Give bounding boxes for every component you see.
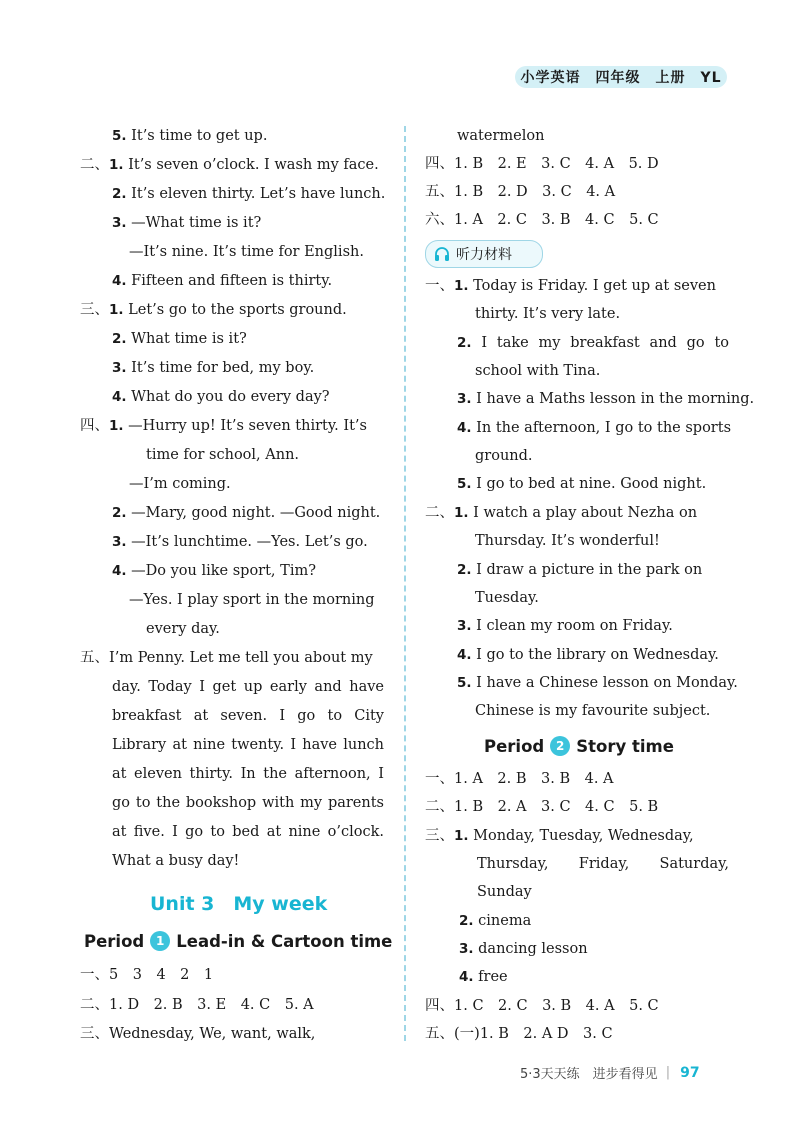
answer-line: time for school, Ann. (146, 447, 300, 463)
answer-line: 3. I clean my room on Friday. (457, 618, 673, 634)
answer-line: 4. In the afternoon, I go to the sports (457, 420, 732, 436)
period-heading (84, 931, 392, 951)
answer-line: 二、1. It’s seven o’clock. I wash my face. (80, 157, 379, 173)
answer-line: 3. I have a Maths lesson in the morning. (457, 391, 755, 407)
answer-line: at five. I go to bed at nine o’clock. (112, 824, 384, 840)
answer-line: go to the bookshop with my parents (112, 795, 384, 811)
answer-line: Library at nine twenty. I have lunch (112, 737, 384, 753)
period-heading (484, 736, 674, 756)
footer-brand: 5·3天天练 进步看得见 (520, 1067, 658, 1082)
answer-line: thirty. It’s very late. (475, 306, 621, 322)
answer-line: What a busy day! (112, 853, 240, 869)
answer-line: every day. (146, 621, 220, 637)
period-label: Period (484, 736, 545, 756)
answer-line: 六、1. A 2. C 3. B 4. C 5. C (425, 212, 659, 228)
answer-line: 二、1. B 2. A 3. C 4. C 5. B (425, 799, 659, 815)
answer-line: 2. —Mary, good night. —Good night. (112, 505, 381, 521)
answer-line: 3. dancing lesson (459, 941, 588, 957)
answer-line: 二、1. D 2. B 3. E 4. C 5. A (80, 997, 314, 1013)
listening-label: 听力材料 (456, 247, 512, 263)
answer-line: day. Today I get up early and have (112, 679, 384, 695)
answer-line: 五、(一)1. B 2. A D 3. C (425, 1026, 613, 1042)
answer-line: 一、5 3 4 2 1 (80, 967, 214, 983)
answer-line: 5. I have a Chinese lesson on Monday. (457, 675, 738, 691)
answer-line: 3. —What time is it? (112, 215, 262, 231)
answer-line: ground. (475, 448, 533, 464)
answer-line: 三、1. Let’s go to the sports ground. (80, 302, 347, 318)
period-title: Lead-in & Cartoon time (176, 931, 393, 951)
period-number-badge: 1 (150, 931, 170, 951)
answer-line: 5. I go to bed at nine. Good night. (457, 476, 707, 492)
answer-line: 2. What time is it? (112, 331, 247, 347)
answer-line: Thursday. It’s wonderful! (475, 533, 660, 549)
answer-line: 5. It’s time to get up. (112, 128, 268, 144)
footer-separator: | (665, 1065, 671, 1080)
answer-line: 五、1. B 2. D 3. C 4. A (425, 184, 616, 200)
answer-line: 2. cinema (459, 913, 532, 929)
answer-line: 2. It’s eleven thirty. Let’s have lunch. (112, 186, 386, 202)
answer-line: 4. free (459, 969, 508, 985)
answer-line: school with Tina. (475, 363, 601, 379)
answer-line: 4. —Do you like sport, Tim? (112, 563, 316, 579)
answer-line: 2. I draw a picture in the park on (457, 562, 703, 578)
answer-line: 三、Wednesday, We, want, walk, (80, 1026, 316, 1042)
answer-line: at eleven thirty. In the afternoon, I (112, 766, 384, 782)
answer-line: 2. I take my breakfast and go to (457, 335, 729, 351)
answer-line: 3. It’s time for bed, my boy. (112, 360, 315, 376)
answer-line: 四、1. B 2. E 3. C 4. A 5. D (425, 156, 659, 172)
answer-line: —Yes. I play sport in the morning (129, 592, 375, 608)
answer-line: Sunday (477, 884, 532, 900)
answer-line: 四、1. —Hurry up! It’s seven thirty. It’s (80, 418, 367, 434)
answer-line: 4. Fifteen and fifteen is thirty. (112, 273, 333, 289)
answer-line: 四、1. C 2. C 3. B 4. A 5. C (425, 998, 659, 1014)
answer-line: —I’m coming. (129, 476, 231, 492)
answer-line: 3. —It’s lunchtime. —Yes. Let’s go. (112, 534, 368, 550)
period-label: Period (84, 931, 145, 951)
header-tag: 小学英语 四年级 上册 YL (515, 66, 727, 88)
column-divider (404, 126, 406, 1041)
answer-line: breakfast at seven. I go to City (112, 708, 384, 724)
period-number-badge: 2 (550, 736, 570, 756)
answer-line: —It’s nine. It’s time for English. (129, 244, 364, 260)
answer-line: 一、1. Today is Friday. I get up at seven (425, 278, 716, 294)
unit-title: Unit 3 My week (150, 893, 328, 915)
answer-line: 二、1. I watch a play about Nezha on (425, 505, 698, 521)
answer-line: Chinese is my favourite subject. (475, 703, 711, 719)
period-title: Story time (576, 736, 674, 756)
answer-line: 三、1. Monday, Tuesday, Wednesday, (425, 828, 694, 844)
answer-line: 一、1. A 2. B 3. B 4. A (425, 771, 614, 787)
answer-line: Thursday, Friday, Saturday, (477, 856, 729, 872)
page-number: 97 (680, 1064, 700, 1081)
listening-material-tag (425, 240, 543, 268)
answer-line: 4. I go to the library on Wednesday. (457, 647, 719, 663)
answer-line: watermelon (457, 128, 545, 144)
answer-line: 五、I’m Penny. Let me tell you about my (80, 650, 373, 666)
headphones-icon (434, 246, 450, 262)
answer-line: 4. What do you do every day? (112, 389, 330, 405)
page-footer (520, 1063, 700, 1082)
answer-line: Tuesday. (475, 590, 539, 606)
